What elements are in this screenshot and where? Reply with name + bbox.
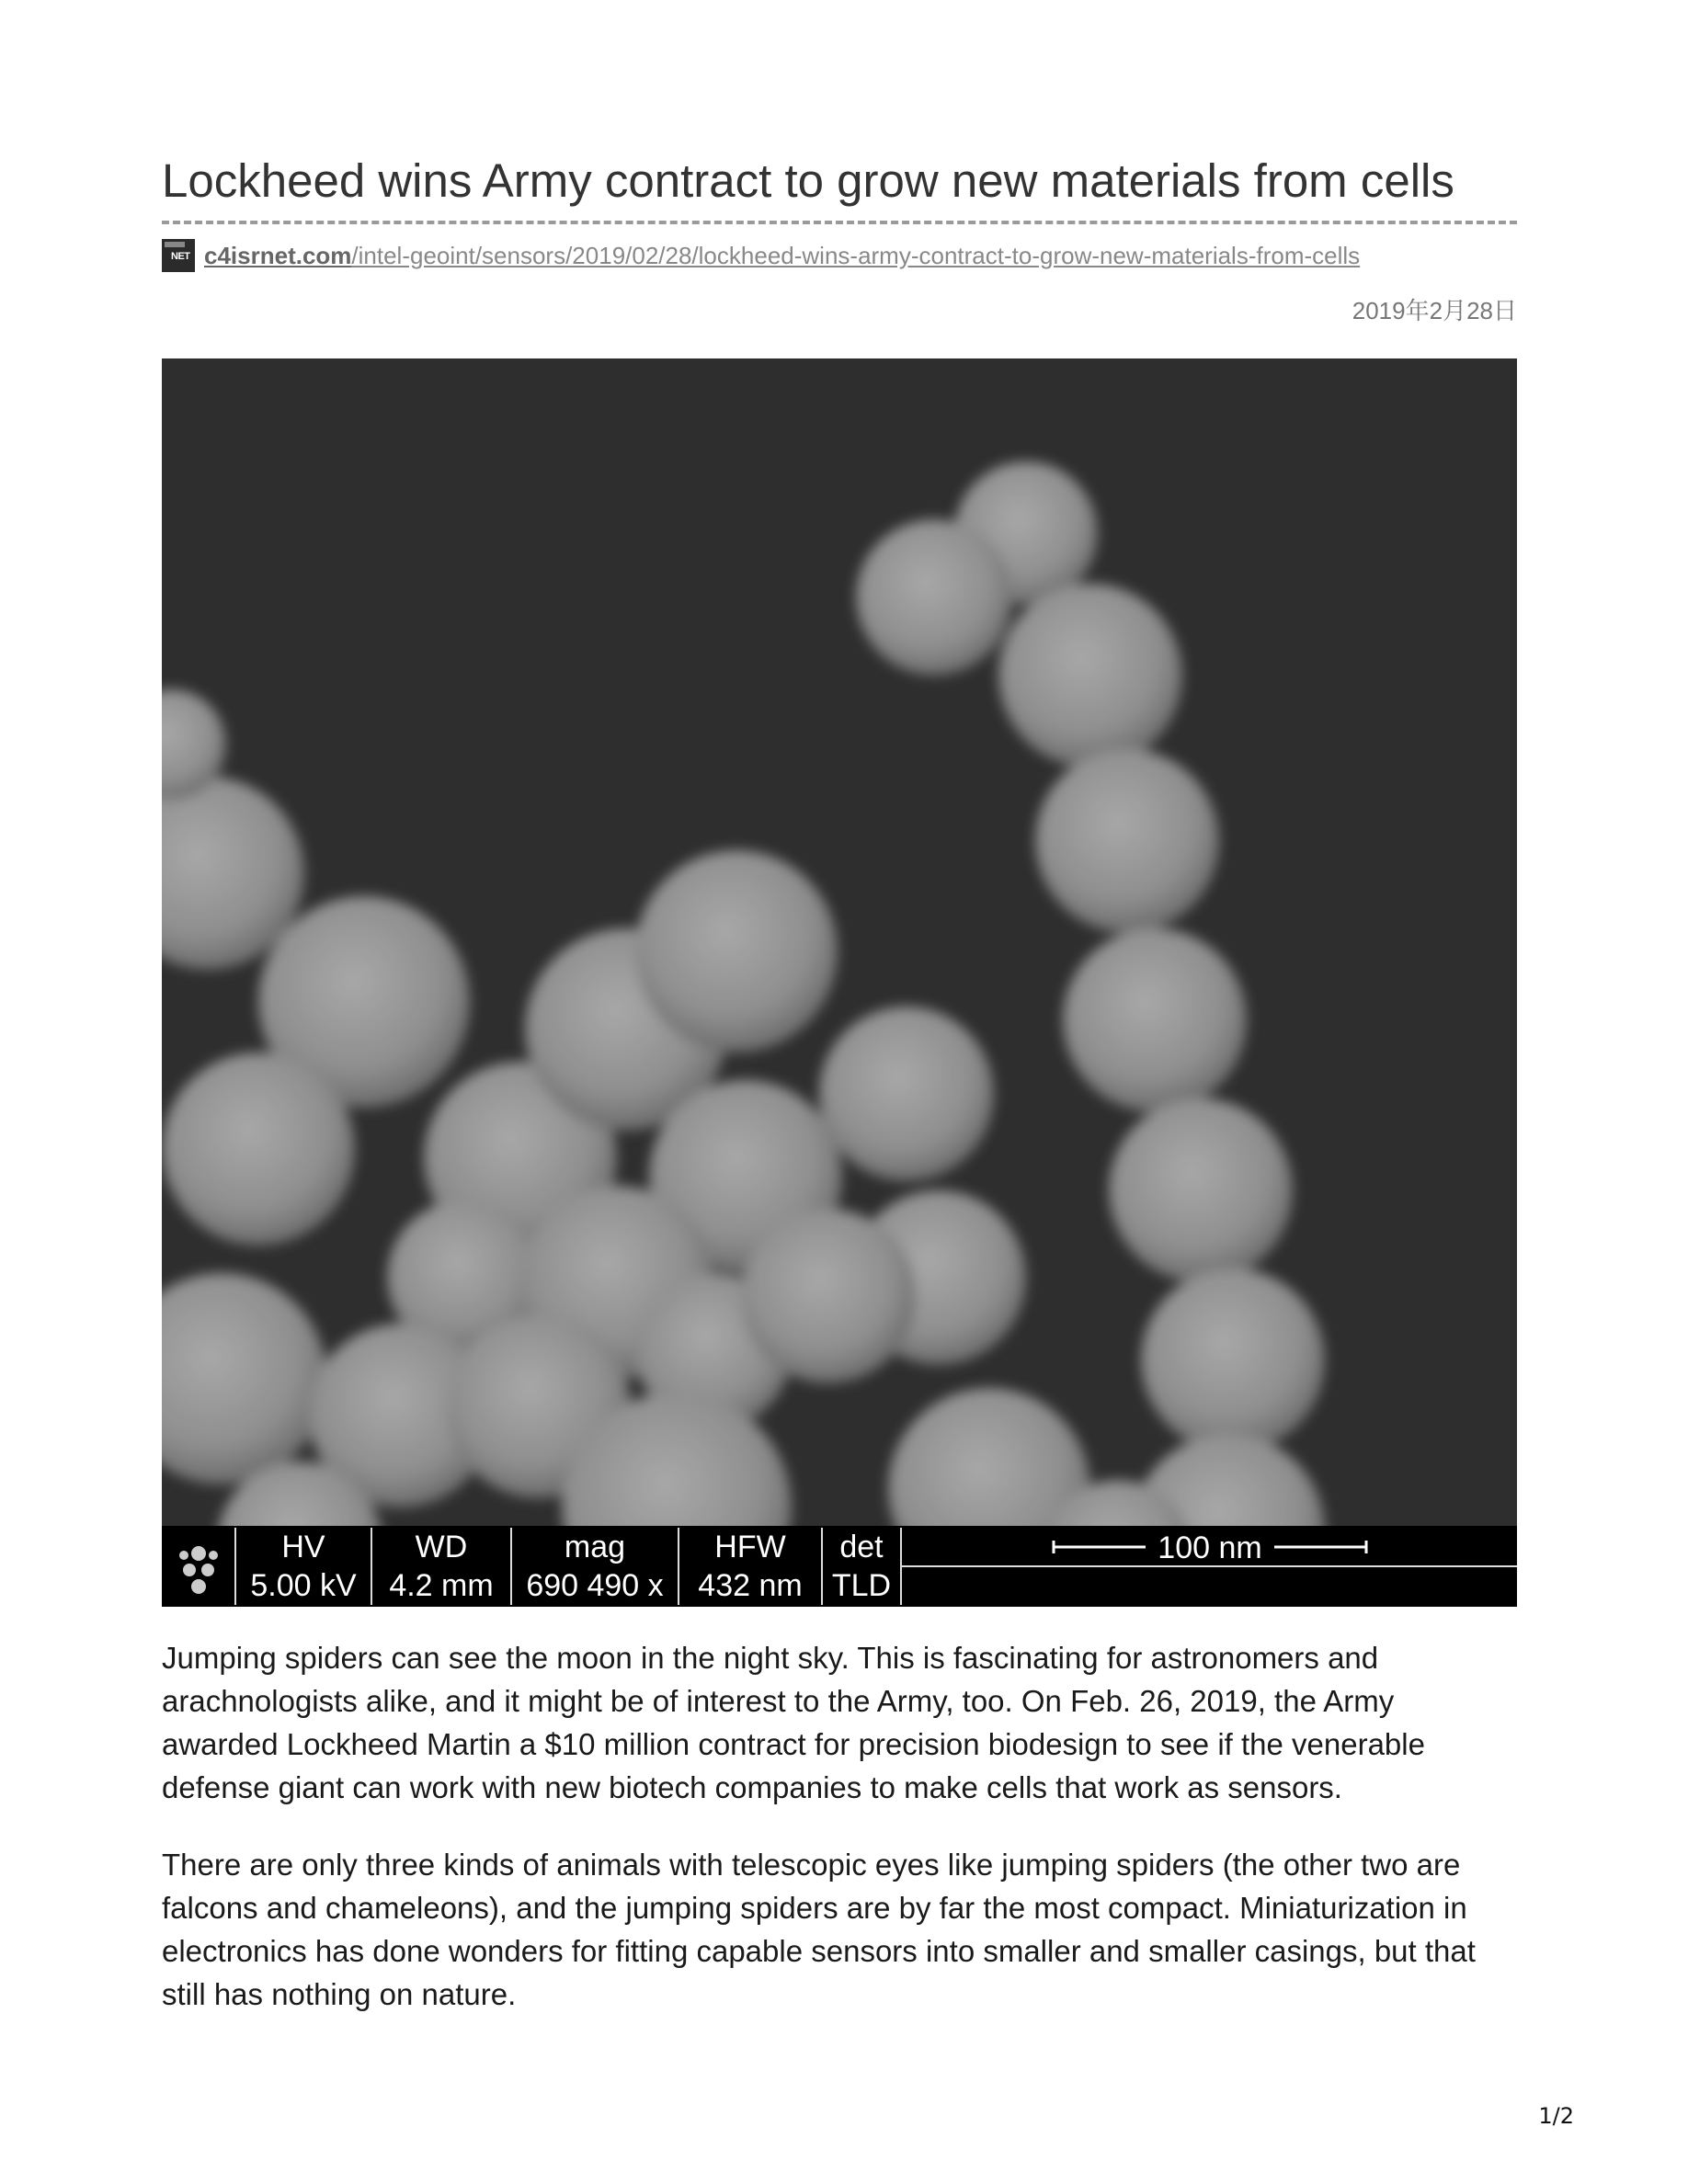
micrograph-image — [162, 358, 1517, 1607]
mag-label: mag — [564, 1530, 626, 1564]
source-domain-link[interactable]: c4isrnet.com — [204, 241, 352, 269]
article-paragraph-2: There are only three kinds of animals with telescopic eyes like jumping spiders (the other two are falcons and chameleons), and the jumping spiders are by far the most compact. Miniaturization in electronics has done wonders for fitting capable sensors into smaller and smaller casings, but that still has nothing on nature. — [162, 1848, 1476, 2011]
hfw-value: 432 nm — [698, 1568, 803, 1603]
wd-value: 4.2 mm — [389, 1568, 494, 1603]
publish-date: 2019年2月28日 — [1352, 297, 1517, 324]
det-label: det — [839, 1530, 884, 1564]
title-divider — [162, 221, 1517, 224]
hfw-label: HFW — [714, 1530, 786, 1564]
source-path-link[interactable]: /intel-geoint/sensors/2019/02/28/lockheed-wins-army-contract-to-grow-new-materials-from-cells — [351, 241, 1361, 269]
micrograph-info-bar — [162, 1526, 1517, 1607]
site-favicon-icon — [162, 239, 195, 272]
hv-value: 5.00 kV — [250, 1568, 357, 1603]
hv-label: HV — [281, 1530, 325, 1564]
mag-value: 690 490 x — [526, 1568, 664, 1603]
source-link-row[interactable] — [162, 239, 1517, 272]
sem-micrograph-svg — [162, 358, 1517, 1607]
wd-label: WD — [415, 1530, 468, 1564]
det-value: TLD — [831, 1568, 892, 1603]
article-paragraph-1: Jumping spiders can see the moon in the night sky. This is fascinating for astronomers and arachnologists alike, and it might be of interest to the Army, too. On Feb. 26, 2019, the Army awarded Lockheed Martin a $10 million contract for precision biodesign to see if the venerable defense giant can work with new biotech companies to make cells that work as sensors. — [162, 1641, 1425, 1804]
scale-bar-label: 100 nm — [1158, 1530, 1262, 1565]
article-title: Lockheed wins Army contract to grow new materials from cells — [162, 154, 1454, 207]
favicon-label: NET — [171, 251, 190, 262]
page-number: 1/2 — [1538, 2103, 1574, 2129]
